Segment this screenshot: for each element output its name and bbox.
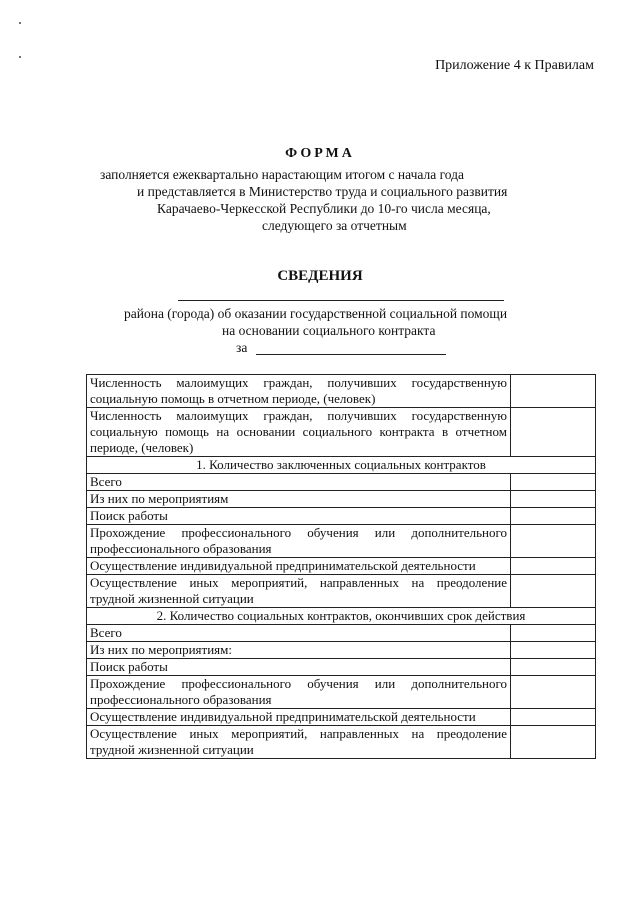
row-label: Всего xyxy=(87,625,511,642)
section-title: 1. Количество заключенных социальных контрактов xyxy=(87,457,596,474)
form-instruction-line: Карачаево-Черкесской Республики до 10-го числа месяца, xyxy=(157,201,491,216)
district-name-field[interactable] xyxy=(178,300,504,301)
appendix-reference: Приложение 4 к Правилам xyxy=(435,58,594,73)
report-title: СВЕДЕНИЯ xyxy=(277,268,363,284)
report-table xyxy=(86,374,596,759)
table-row xyxy=(87,676,596,709)
value-cell[interactable] xyxy=(511,709,596,726)
value-cell[interactable] xyxy=(511,659,596,676)
row-label: Численность малоимущих граждан, получивших государственную социальную помощь на основании социального контракта в отчетном периоде, (человек) xyxy=(87,408,511,457)
report-subject-line: района (города) об оказании государственной социальной помощи xyxy=(124,306,508,321)
value-cell[interactable] xyxy=(511,508,596,525)
table-row xyxy=(87,508,596,525)
row-label: Осуществление индивидуальной предпринимательской деятельности xyxy=(87,558,511,575)
section-header-row xyxy=(87,457,596,474)
table-row xyxy=(87,474,596,491)
value-cell[interactable] xyxy=(511,375,596,408)
value-cell[interactable] xyxy=(511,625,596,642)
value-cell[interactable] xyxy=(511,642,596,659)
table-row xyxy=(87,575,596,608)
form-instruction-line: заполняется ежеквартально нарастающим итогом с начала года xyxy=(100,167,465,182)
scan-mark xyxy=(19,56,21,58)
section-title: 2. Количество социальных контрактов, окончивших срок действия xyxy=(87,608,596,625)
table-row xyxy=(87,726,596,759)
table-row xyxy=(87,659,596,676)
row-label: Прохождение профессионального обучения или дополнительного профессионального образования xyxy=(87,676,511,709)
row-label: Всего xyxy=(87,474,511,491)
row-label: Поиск работы xyxy=(87,508,511,525)
report-subject-line: на основании социального контракта xyxy=(222,323,436,338)
value-cell[interactable] xyxy=(511,558,596,575)
table-row xyxy=(87,642,596,659)
row-label: Прохождение профессионального обучения или дополнительного профессионального образования xyxy=(87,525,511,558)
value-cell[interactable] xyxy=(511,525,596,558)
value-cell[interactable] xyxy=(511,575,596,608)
table-row xyxy=(87,709,596,726)
table-row xyxy=(87,408,596,457)
section-header-row xyxy=(87,608,596,625)
scan-mark xyxy=(19,22,21,24)
row-label: Из них по мероприятиям: xyxy=(87,642,511,659)
value-cell[interactable] xyxy=(511,408,596,457)
table-row xyxy=(87,625,596,642)
form-title: ФОРМА xyxy=(285,146,355,161)
form-instruction-line: следующего за отчетным xyxy=(262,218,407,233)
value-cell[interactable] xyxy=(511,474,596,491)
row-label: Осуществление иных мероприятий, направленных на преодоление трудной жизненной ситуации xyxy=(87,726,511,759)
period-label: за xyxy=(236,340,248,355)
row-label: Осуществление иных мероприятий, направленных на преодоление трудной жизненной ситуации xyxy=(87,575,511,608)
value-cell[interactable] xyxy=(511,676,596,709)
table-row xyxy=(87,375,596,408)
row-label: Численность малоимущих граждан, получивших государственную социальную помощь в отчетном периоде, (человек) xyxy=(87,375,511,408)
row-label: Осуществление индивидуальной предпринимательской деятельности xyxy=(87,709,511,726)
value-cell[interactable] xyxy=(511,491,596,508)
table-row xyxy=(87,558,596,575)
period-field[interactable] xyxy=(256,354,446,355)
form-instruction-line: и представляется в Министерство труда и социального развития xyxy=(137,184,508,199)
row-label: Поиск работы xyxy=(87,659,511,676)
row-label: Из них по мероприятиям xyxy=(87,491,511,508)
value-cell[interactable] xyxy=(511,726,596,759)
table-row xyxy=(87,491,596,508)
table-row xyxy=(87,525,596,558)
